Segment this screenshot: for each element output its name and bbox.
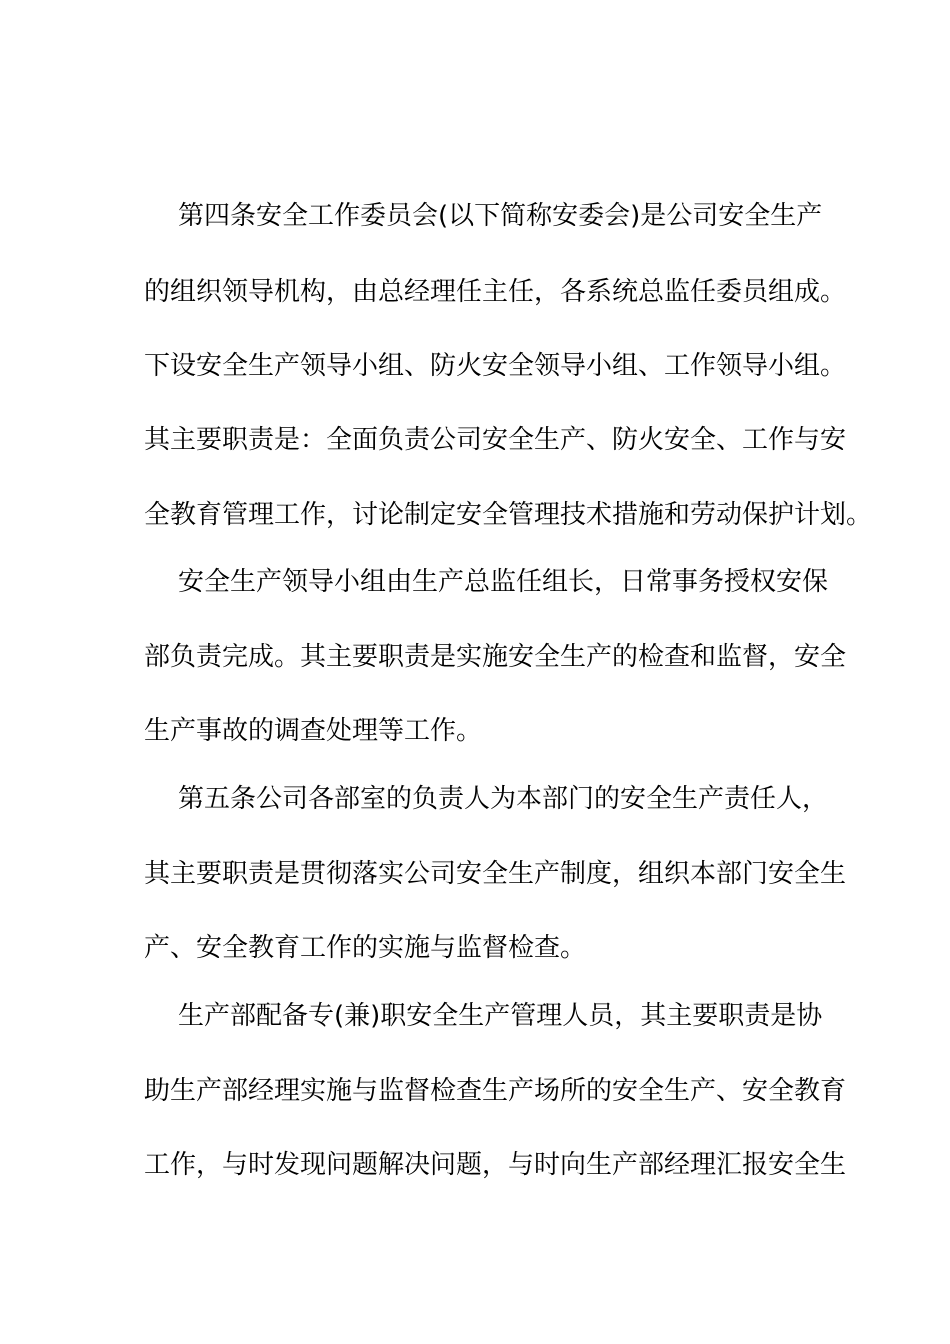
paragraph-line: 的组织领导机构，由总经理任主任，各系统总监任委员组成。 bbox=[144, 277, 847, 307]
paragraph-line: 生产事故的调查处理等工作。 bbox=[144, 716, 483, 746]
paragraph-line: 生产部配备专(兼)职安全生产管理人员，其主要职责是协 bbox=[178, 1001, 823, 1031]
paragraph-line: 产、安全教育工作的实施与监督检查。 bbox=[144, 933, 587, 963]
paragraph-line: 下设安全生产领导小组、防火安全领导小组、工作领导小组。 bbox=[144, 351, 847, 381]
paragraph-line: 工作，与时发现问题解决问题，与时向生产部经理汇报安全生 bbox=[144, 1150, 847, 1180]
paragraph-line: 全教育管理工作，讨论制定安全管理技术措施和劳动保护计划。 bbox=[144, 500, 873, 530]
paragraph-line: 第五条公司各部室的负责人为本部门的安全生产责任人， bbox=[178, 784, 829, 814]
paragraph-line: 其主要职责是贯彻落实公司安全生产制度，组织本部门安全生 bbox=[144, 859, 847, 889]
paragraph-line: 安全生产领导小组由生产总监任组长，日常事务授权安保 bbox=[178, 567, 829, 597]
paragraph-line: 其主要职责是：全面负责公司安全生产、防火安全、工作与安 bbox=[144, 425, 847, 455]
paragraph-line: 部负责完成。其主要职责是实施安全生产的检查和监督，安全 bbox=[144, 642, 847, 672]
paragraph-line: 第四条安全工作委员会(以下简称安委会)是公司安全生产 bbox=[178, 201, 823, 231]
paragraph-line: 助生产部经理实施与监督检查生产场所的安全生产、安全教育 bbox=[144, 1076, 847, 1106]
